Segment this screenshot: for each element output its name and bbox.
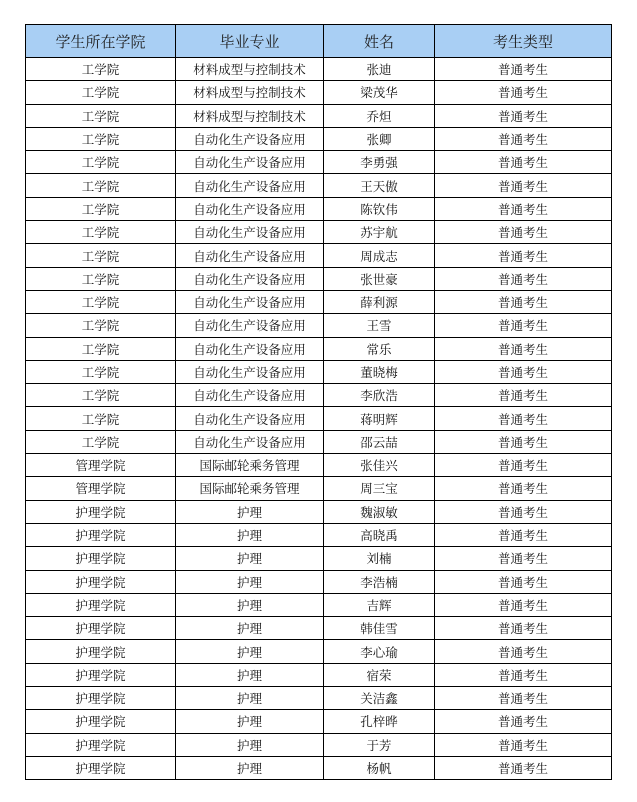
major-cell: 护理 (176, 640, 324, 663)
major-cell: 自动化生产设备应用 (176, 221, 324, 244)
candidate-type-cell: 普通考生 (435, 58, 612, 81)
name-cell: 董晓梅 (324, 360, 435, 383)
college-cell: 工学院 (26, 337, 176, 360)
candidate-type-cell: 普通考生 (435, 663, 612, 686)
name-cell: 李欣浩 (324, 384, 435, 407)
college-cell: 工学院 (26, 174, 176, 197)
table-row (26, 127, 612, 150)
major-cell: 护理 (176, 710, 324, 733)
college-cell: 工学院 (26, 360, 176, 383)
table-row (26, 500, 612, 523)
name-cell: 周三宝 (324, 477, 435, 500)
table-row (26, 174, 612, 197)
candidate-type-cell: 普通考生 (435, 197, 612, 220)
table-row (26, 570, 612, 593)
candidate-type-cell: 普通考生 (435, 593, 612, 616)
major-cell: 护理 (176, 733, 324, 756)
major-cell: 护理 (176, 500, 324, 523)
table-row (26, 360, 612, 383)
name-cell: 张佳兴 (324, 454, 435, 477)
table-row (26, 221, 612, 244)
major-cell: 自动化生产设备应用 (176, 197, 324, 220)
major-cell: 自动化生产设备应用 (176, 244, 324, 267)
college-cell: 工学院 (26, 244, 176, 267)
candidate-type-cell: 普通考生 (435, 687, 612, 710)
candidate-type-cell: 普通考生 (435, 221, 612, 244)
major-cell: 护理 (176, 617, 324, 640)
table-row (26, 687, 612, 710)
candidate-type-cell: 普通考生 (435, 151, 612, 174)
table-row (26, 477, 612, 500)
major-cell: 自动化生产设备应用 (176, 430, 324, 453)
candidate-type-cell: 普通考生 (435, 407, 612, 430)
name-cell: 常乐 (324, 337, 435, 360)
college-cell: 工学院 (26, 81, 176, 104)
candidate-type-cell: 普通考生 (435, 523, 612, 546)
table-row (26, 104, 612, 127)
candidate-type-cell: 普通考生 (435, 337, 612, 360)
name-cell: 李心瑜 (324, 640, 435, 663)
major-cell: 材料成型与控制技术 (176, 104, 324, 127)
candidate-type-cell: 普通考生 (435, 547, 612, 570)
table-row (26, 290, 612, 313)
college-cell: 护理学院 (26, 500, 176, 523)
candidate-type-cell: 普通考生 (435, 756, 612, 779)
college-cell: 工学院 (26, 197, 176, 220)
major-cell: 自动化生产设备应用 (176, 174, 324, 197)
college-cell: 管理学院 (26, 477, 176, 500)
name-cell: 吉辉 (324, 593, 435, 616)
college-cell: 工学院 (26, 127, 176, 150)
table-row (26, 663, 612, 686)
candidate-type-cell: 普通考生 (435, 174, 612, 197)
college-cell: 护理学院 (26, 687, 176, 710)
table-row (26, 547, 612, 570)
table-row (26, 430, 612, 453)
major-cell: 自动化生产设备应用 (176, 127, 324, 150)
column-header-college: 学生所在学院 (26, 25, 176, 58)
column-header-candidate-type: 考生类型 (435, 25, 612, 58)
name-cell: 宿荣 (324, 663, 435, 686)
table-row (26, 267, 612, 290)
name-cell: 苏宇航 (324, 221, 435, 244)
major-cell: 自动化生产设备应用 (176, 314, 324, 337)
table-row (26, 593, 612, 616)
name-cell: 张卿 (324, 127, 435, 150)
major-cell: 国际邮轮乘务管理 (176, 454, 324, 477)
student-table (25, 24, 612, 780)
name-cell: 陈钦伟 (324, 197, 435, 220)
name-cell: 张迪 (324, 58, 435, 81)
candidate-type-cell: 普通考生 (435, 617, 612, 640)
major-cell: 自动化生产设备应用 (176, 290, 324, 313)
name-cell: 魏淑敏 (324, 500, 435, 523)
major-cell: 自动化生产设备应用 (176, 407, 324, 430)
table-row (26, 523, 612, 546)
college-cell: 工学院 (26, 407, 176, 430)
candidate-type-cell: 普通考生 (435, 267, 612, 290)
name-cell: 关洁鑫 (324, 687, 435, 710)
college-cell: 护理学院 (26, 570, 176, 593)
table-row (26, 244, 612, 267)
name-cell: 薛利源 (324, 290, 435, 313)
college-cell: 护理学院 (26, 523, 176, 546)
table-row (26, 384, 612, 407)
table-row (26, 58, 612, 81)
major-cell: 护理 (176, 523, 324, 546)
name-cell: 高晓禹 (324, 523, 435, 546)
candidate-type-cell: 普通考生 (435, 710, 612, 733)
candidate-type-cell: 普通考生 (435, 384, 612, 407)
name-cell: 周成志 (324, 244, 435, 267)
major-cell: 护理 (176, 570, 324, 593)
candidate-type-cell: 普通考生 (435, 500, 612, 523)
candidate-type-cell: 普通考生 (435, 477, 612, 500)
name-cell: 李勇强 (324, 151, 435, 174)
candidate-type-cell: 普通考生 (435, 104, 612, 127)
major-cell: 自动化生产设备应用 (176, 360, 324, 383)
table-row (26, 407, 612, 430)
candidate-type-cell: 普通考生 (435, 570, 612, 593)
name-cell: 韩佳雪 (324, 617, 435, 640)
college-cell: 工学院 (26, 290, 176, 313)
name-cell: 王雪 (324, 314, 435, 337)
college-cell: 工学院 (26, 314, 176, 337)
table-row (26, 756, 612, 779)
college-cell: 护理学院 (26, 593, 176, 616)
candidate-type-cell: 普通考生 (435, 81, 612, 104)
major-cell: 自动化生产设备应用 (176, 337, 324, 360)
college-cell: 工学院 (26, 430, 176, 453)
name-cell: 张世豪 (324, 267, 435, 290)
college-cell: 工学院 (26, 104, 176, 127)
table-row (26, 733, 612, 756)
candidate-type-cell: 普通考生 (435, 430, 612, 453)
major-cell: 护理 (176, 593, 324, 616)
college-cell: 护理学院 (26, 663, 176, 686)
major-cell: 材料成型与控制技术 (176, 81, 324, 104)
student-table-container (25, 24, 612, 780)
major-cell: 自动化生产设备应用 (176, 267, 324, 290)
candidate-type-cell: 普通考生 (435, 314, 612, 337)
name-cell: 李浩楠 (324, 570, 435, 593)
college-cell: 工学院 (26, 221, 176, 244)
table-row (26, 81, 612, 104)
candidate-type-cell: 普通考生 (435, 733, 612, 756)
table-row (26, 314, 612, 337)
table-row (26, 151, 612, 174)
header-row (26, 25, 612, 58)
column-header-name: 姓名 (324, 25, 435, 58)
candidate-type-cell: 普通考生 (435, 360, 612, 383)
college-cell: 护理学院 (26, 756, 176, 779)
name-cell: 邵云喆 (324, 430, 435, 453)
college-cell: 护理学院 (26, 710, 176, 733)
major-cell: 护理 (176, 756, 324, 779)
name-cell: 孔梓晔 (324, 710, 435, 733)
candidate-type-cell: 普通考生 (435, 244, 612, 267)
college-cell: 护理学院 (26, 733, 176, 756)
college-cell: 护理学院 (26, 617, 176, 640)
major-cell: 材料成型与控制技术 (176, 58, 324, 81)
table-header (26, 25, 612, 58)
table-row (26, 710, 612, 733)
college-cell: 工学院 (26, 58, 176, 81)
name-cell: 乔炟 (324, 104, 435, 127)
table-row (26, 197, 612, 220)
college-cell: 工学院 (26, 151, 176, 174)
major-cell: 护理 (176, 547, 324, 570)
candidate-type-cell: 普通考生 (435, 127, 612, 150)
college-cell: 护理学院 (26, 640, 176, 663)
name-cell: 刘楠 (324, 547, 435, 570)
name-cell: 于芳 (324, 733, 435, 756)
major-cell: 自动化生产设备应用 (176, 384, 324, 407)
name-cell: 王天傲 (324, 174, 435, 197)
name-cell: 蒋明辉 (324, 407, 435, 430)
name-cell: 梁茂华 (324, 81, 435, 104)
candidate-type-cell: 普通考生 (435, 454, 612, 477)
table-body (26, 58, 612, 780)
table-row (26, 337, 612, 360)
table-row (26, 617, 612, 640)
major-cell: 自动化生产设备应用 (176, 151, 324, 174)
college-cell: 工学院 (26, 384, 176, 407)
major-cell: 国际邮轮乘务管理 (176, 477, 324, 500)
column-header-major: 毕业专业 (176, 25, 324, 58)
college-cell: 工学院 (26, 267, 176, 290)
college-cell: 管理学院 (26, 454, 176, 477)
candidate-type-cell: 普通考生 (435, 290, 612, 313)
major-cell: 护理 (176, 687, 324, 710)
major-cell: 护理 (176, 663, 324, 686)
candidate-type-cell: 普通考生 (435, 640, 612, 663)
table-row (26, 454, 612, 477)
table-row (26, 640, 612, 663)
name-cell: 杨帆 (324, 756, 435, 779)
college-cell: 护理学院 (26, 547, 176, 570)
